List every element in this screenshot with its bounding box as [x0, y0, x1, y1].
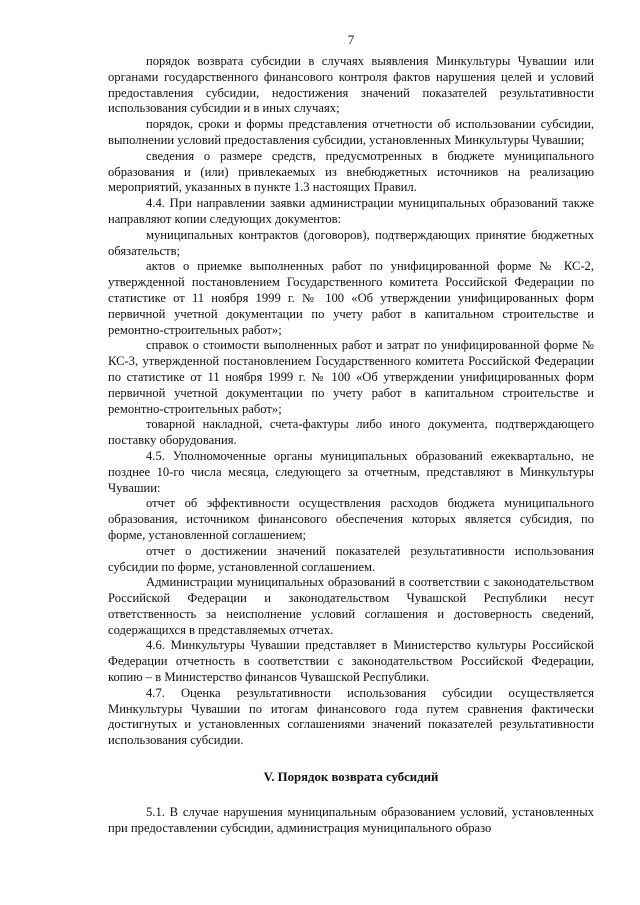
paragraph-invoice: товарной накладной, счета-фактуры либо иного документа, подтверждающего поставку оборудования.	[108, 417, 594, 448]
paragraph-4-5: 4.5. Уполномоченные органы муниципальных образований ежеквартально, не позднее 10-го числа месяца, следующего за отчетным, представляют в Минкультуры Чувашии:	[108, 448, 594, 495]
paragraph-4-6: 4.6. Минкультуры Чувашии представляет в Министерство культуры Российской Федерации отчетность в соответствии с законодательством Российской Федерации, копию – в Министерство финансов Чувашской Республики.	[108, 638, 594, 685]
paragraph-funds-info: сведения о размере средств, предусмотренных в бюджете муниципального образования и (или) привлекаемых из внебюджетных источников на реализацию мероприятий, указанных в пункте 1.3 настоящих Правил.	[108, 148, 594, 195]
page-number: 7	[347, 32, 355, 47]
paragraph-reporting-order: порядок, сроки и формы представления отчетности об использовании субсидии, выполнении условий предоставления субсидии, установленных Минкультуры Чувашии;	[108, 117, 594, 147]
paragraph-4-7: 4.7. Оценка результативности использования субсидии осуществляется Минкультуры Чувашии по итогам финансового года путем сравнения фактически достигнутых и установленных соглашениями значений показателей результативности использования субсидии.	[108, 685, 594, 748]
paragraph-return-procedure: порядок возврата субсидии в случаях выявления Минкультуры Чувашии или органами государственного финансового контроля фактов нарушения целей и условий предоставления субсидии, недостижения значений показателей результативности использования субсидии и в иных случаях;	[108, 54, 594, 116]
paragraph-5-1: 5.1. В случае нарушения муниципальным образованием условий, установленных при предоставлении субсидии, администрация муниципального образо	[108, 805, 594, 835]
paragraph-contracts: муниципальных контрактов (договоров), подтверждающих принятие бюджетных обязательств;	[108, 227, 594, 258]
section-heading: V. Порядок возврата субсидий	[263, 770, 439, 785]
paragraph-efficiency-report: отчет об эффективности осуществления расходов бюджета муниципального образования, источником финансового обеспечения которых является субсидия, по форме, установленной соглашением;	[108, 496, 594, 542]
paragraph-ks3-certificates: справок о стоимости выполненных работ и затрат по унифицированной форме № КС-3, утвержденной постановлением Государственного комитета Российской Федерации по статистике от 11 ноября 1999 г. № 100 «Об утверждении унифицированных форм первичной учетной документации по учету работ в капитальном строительстве и ремонтно-строительных работ»;	[108, 338, 594, 416]
document-page	[108, 32, 594, 837]
paragraph-4-4: 4.4. При направлении заявки администрации муниципальных образований также направляют копии следующих документов:	[108, 196, 594, 226]
paragraph-ks2-acts: актов о приемке выполненных работ по унифицированной форме № КС-2, утвержденной постановлением Государственного комитета Российской Федерации по статистике от 11 ноября 1999 г. № 100 «Об утверждении унифицированных форм первичной учетной документации по учету работ в капитальном строительстве и ремонтно-строительных работ»;	[108, 259, 594, 337]
paragraph-results-report: отчет о достижении значений показателей результативности использования субсидии по форме, установленной соглашением.	[108, 543, 594, 574]
paragraph-responsibility: Администрации муниципальных образований в соответствии с законодательством Российской Федерации и законодательством Чувашской Республики несут ответственность за неисполнение условий соглашения и достоверность сведений, содержащихся в представляемых отчетах.	[108, 575, 594, 637]
